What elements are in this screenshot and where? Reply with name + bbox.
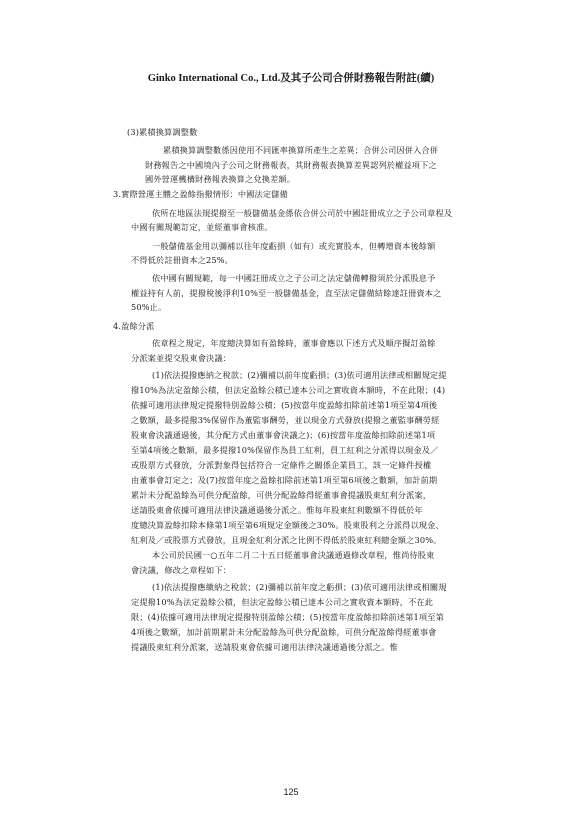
paragraph-line: (1)依法提撥應繳納之稅款；(2)彌補以前年度之虧損；(3)依可適用法律或相關規 (152, 582, 447, 592)
paragraph-line: 財務報告之中國境內子公司之財務報表，其財務報表換算差異認列於權益項下之 (145, 160, 437, 170)
paragraph-line: 定提撥10%為法定盈餘公積，但法定盈餘公積已達本公司之實收資本額時，不在此 (131, 597, 434, 607)
paragraph-line: 撥10%為法定盈餘公積，但法定盈餘公積已達本公司之實收資本額時，不在此限；(4) (131, 385, 446, 395)
paragraph-line: 度總決算盈餘扣除本條第1項至第6項規定金額後之30%。股東股利之分派得以現金、 (131, 520, 444, 530)
section-heading: 3.實際營運主體之盈餘指撥情形：中國法定儲備 (113, 189, 288, 199)
page-title: Ginko International Co., Ltd.及其子公司合併財務報告附註(續) (147, 73, 435, 84)
paragraph-line: 50%止。 (131, 302, 167, 312)
paragraph-line: 依中國有關規範，每一中國註冊成立之子公司之法定儲備轉撥須於分派股息予 (152, 273, 436, 283)
paragraph-line: 之數額，最多提撥3%保留作為董監事酬勞，並以現金方式發放(提撥之董監事酬勞經 (131, 415, 440, 425)
paragraph-line: 一般儲備基金用以彌補以往年度虧損（如有）或充實股本，但轉增資本後餘額 (152, 241, 436, 251)
paragraph-line: 本公司於民國一○五年二月二十五日經董事會決議通過修改章程，惟尚待股東 (152, 550, 435, 560)
paragraph-line: (1)依法提撥應納之稅款；(2)彌補以前年度虧損；(3)依可適用法律或相關規定提 (152, 370, 447, 380)
page-number: 125 (283, 787, 299, 797)
paragraph-line: 提議股東紅利分派案，送請股東會依據可適用法律決議通過後分派之。惟 (131, 642, 398, 652)
paragraph-line: 會決議，修改之章程如下： (131, 565, 232, 575)
paragraph-line: 股東會決議通過後，其分配方式由董事會決議之)；(6)按當年度盈餘扣除前述第1項 (131, 430, 436, 440)
paragraph-line: 由董事會訂定之；及(7)按當年度之盈餘扣除前述第1項至第6項後之數額，加計前期 (131, 475, 438, 485)
paragraph-line: 4項後之數額，加計前期累計未分配盈餘為可供分配盈餘，可供分配盈餘得經董事會 (131, 627, 437, 637)
paragraph-line: 不得低於註冊資本之25%。 (131, 255, 234, 265)
paragraph-line: 送請股東會依據可適用法律決議通過後分派之。惟每年股東紅利數額不得低於年 (131, 505, 423, 515)
paragraph-line: 國外營運機構財務報表換算之兌換差額。 (145, 174, 296, 184)
paragraph-line: 中國有關規範訂定，並經董事會核准。 (131, 222, 273, 232)
paragraph-line: 或股票方式發放，分派對象得包括符合一定條件之關係企業員工，該一定條件授權 (131, 460, 432, 470)
paragraph-line: 分派案並提交股東會決議： (131, 353, 232, 363)
paragraph-line: 依所在地區法規提撥至一般儲備基金係依合併公司於中國註冊成立之子公司章程及 (152, 208, 453, 218)
paragraph-line: 累積換算調整數係因使用不同匯率換算所產生之差異；合併公司因併入合併 (163, 145, 439, 155)
paragraph-line: 依據可適用法律規定提撥特別盈餘公積；(5)按當年度盈餘扣除前述第1項至第4項後 (131, 400, 438, 410)
paragraph-line: 紅利及／或股票方式發放，且現金紅利分派之比例不得低於股東紅利總金額之30%。 (131, 535, 442, 545)
section-heading: (3)累積換算調整數 (127, 127, 198, 137)
paragraph-line: 權益持有人前，提撥稅後淨利10%至一般儲備基金，直至法定儲備結餘達註冊資本之 (131, 288, 442, 298)
paragraph-line: 限；(4)依據可適用法律規定提撥特別盈餘公積；(5)按當年度盈餘扣除前述第1項至第 (131, 612, 444, 622)
section-heading: 4.盈餘分派 (113, 321, 155, 331)
paragraph-line: 至第4項後之數額，最多提撥10%保留作為員工紅利，員工紅利之分派得以現金及／ (131, 445, 439, 455)
paragraph-line: 累計未分配盈餘為可供分配盈餘，可供分配盈餘得經董事會提議股東紅利分派案， (131, 490, 432, 500)
paragraph-line: 依章程之規定，年度總決算如有盈餘時，董事會應以下述方式及順序擬訂盈餘 (152, 338, 436, 348)
